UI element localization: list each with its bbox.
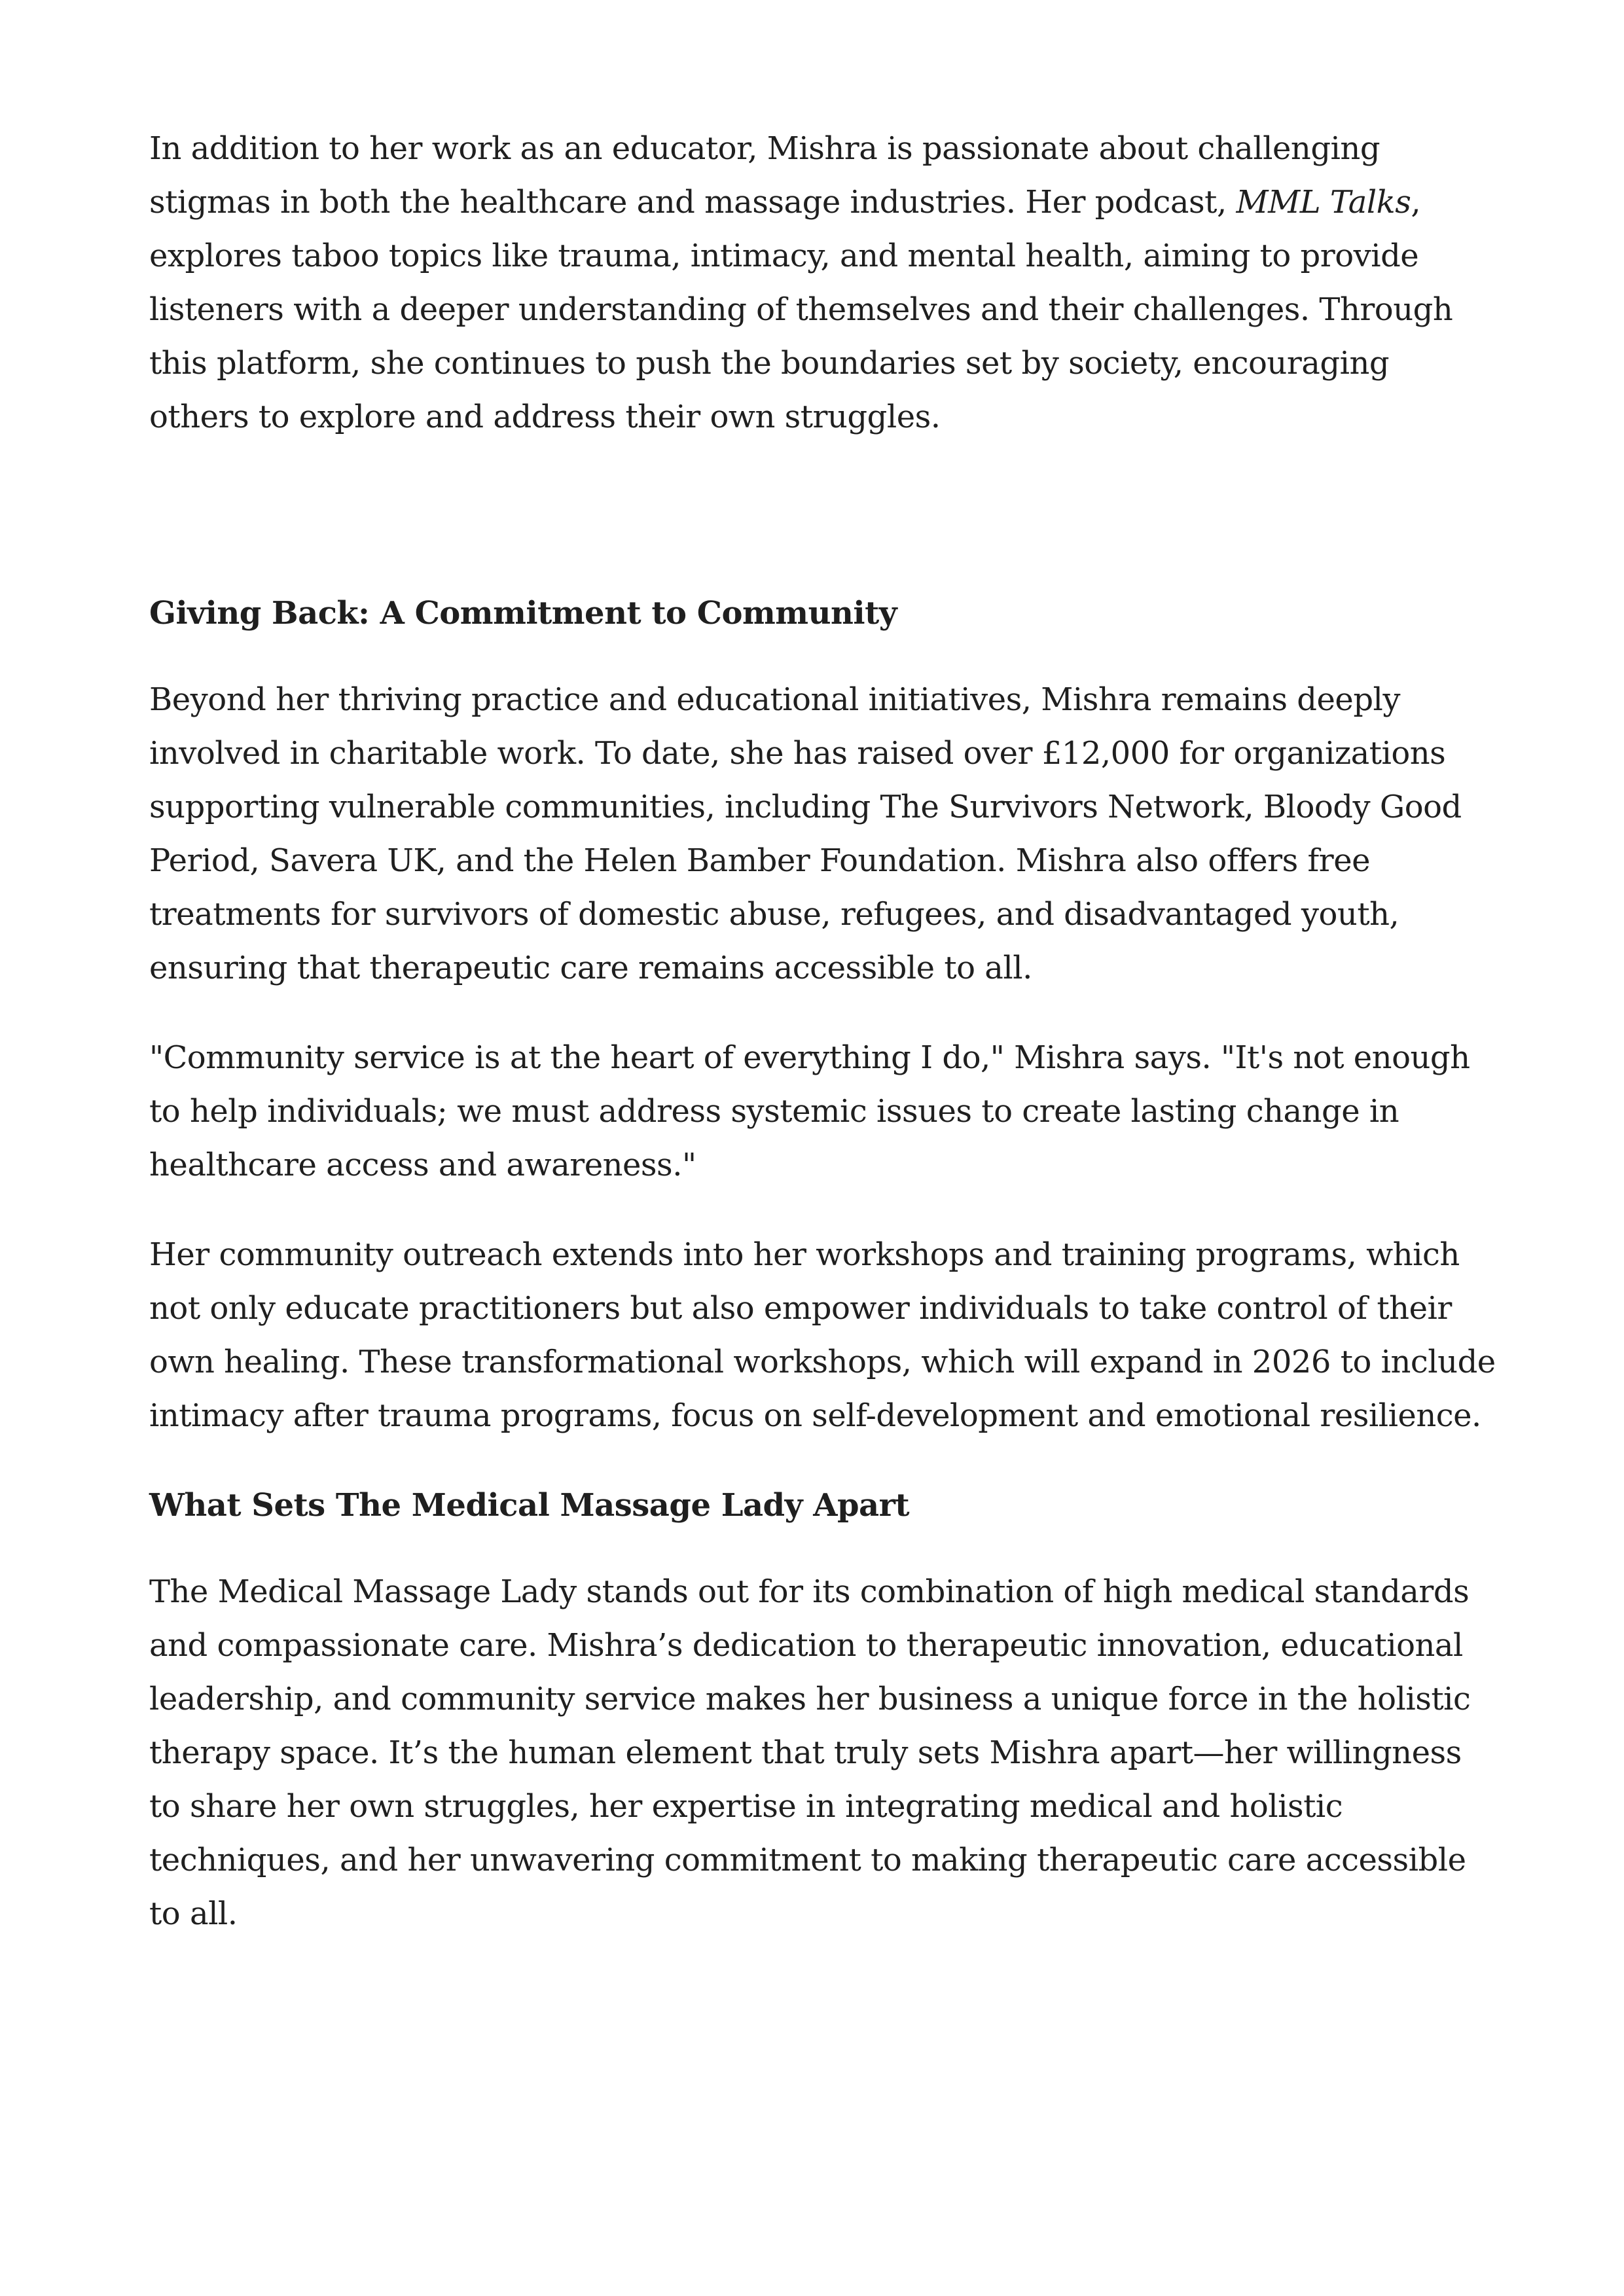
giving-back-quote-paragraph: "Community service is at the heart of everything I do," Mishra says. "It's not enough to help individuals; we must address systemic issues to create lasting change in healthcare access and awareness." [149,1039,1470,1183]
section-heading-apart: What Sets The Medical Massage Lady Apart [149,1487,910,1524]
intro-text-start: In addition to her work as an educator, Mishra is passionate about challenging stigmas in both the healthcare and massage industries. Her podcast, [149,130,1380,221]
document-page [149,122,1498,1941]
apart-paragraph-1: The Medical Massage Lady stands out for its combination of high medical standards and compassionate care. Mishra’s dedication to therapeutic innovation, educational leadership, and community service makes her business a unique force in the holistic therapy space. It’s the human element that truly sets Mishra apart—her willingness to share her own struggles, her expertise in integrating medical and holistic techniques, and her unwavering commitment to making therapeutic care accessible to all. [149,1573,1471,1932]
giving-back-paragraph-1: Beyond her thriving practice and educational initiatives, Mishra remains deeply involved in charitable work. To date, she has raised over £12,000 for organizations supporting vulnerable communities, including The Survivors Network, Bloody Good Period, Savera UK, and the Helen Bamber Foundation. Mishra also offers free treatments for survivors of domestic abuse, refugees, and disadvantaged youth, ensuring that therapeutic care remains accessible to all. [149,681,1462,986]
intro-paragraph [149,122,1498,444]
intro-text-end: , explores taboo topics like trauma, intimacy, and mental health, aiming to provide listeners with a deeper understanding of themselves and their challenges. Through this platform, she continues to push the boundaries set by society, encouraging others to explore and address their own struggles. [149,184,1453,435]
section-heading-giving-back: Giving Back: A Commitment to Community [149,595,897,632]
giving-back-paragraph-3: Her community outreach extends into her workshops and training programs, which not only educate practitioners but also empower individuals to take control of their own healing. These transformational workshops, which will expand in 2026 to include intimacy after trauma programs, focus on self-development and emotional resilience. [149,1236,1496,1434]
podcast-title: MML Talks [1236,184,1411,221]
